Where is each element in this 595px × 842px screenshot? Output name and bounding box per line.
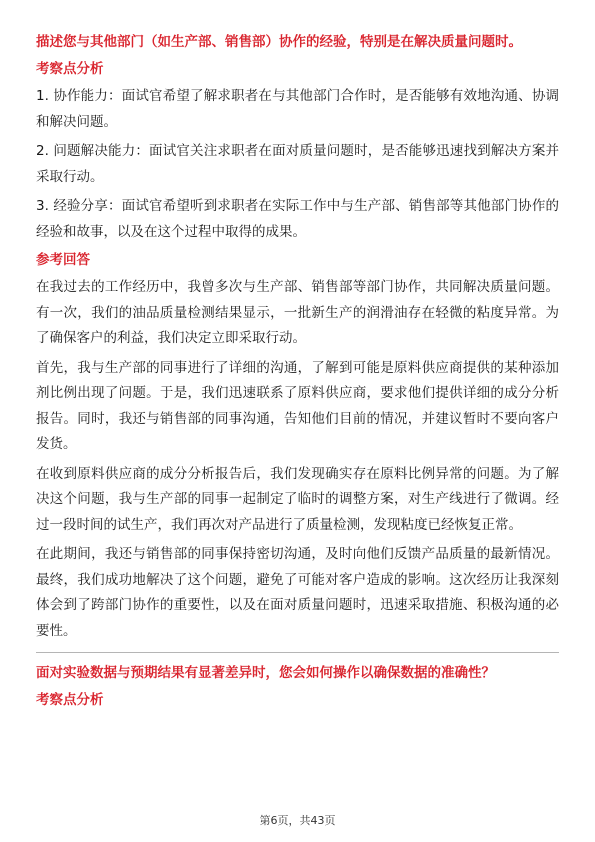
answer-paragraph: 首先，我与生产部的同事进行了详细的沟通，了解到可能是原料供应商提供的某种添加剂比例出现了问题。于是，我们迅速联系了原料供应商，要求他们提供详细的成分分析报告。同时，我还与销售部的同事沟通，告知他们目前的情况，并建议暂时不要向客户发货。: [36, 359, 559, 452]
answer-paragraph: 在我过去的工作经历中，我曾多次与生产部、销售部等部门协作，共同解决质量问题。有一次，我们的油品质量检测结果显示，一批新生产的润滑油存在轻微的粘度异常。为了确保客户的利益，我们决定立即采取行动。: [36, 279, 559, 346]
page-number: 第6页，共43页: [259, 814, 336, 827]
section-divider: [36, 652, 559, 653]
answer-heading: 参考回答: [36, 252, 90, 268]
analysis-point: 2. 问题解决能力：面试官关注求职者在面对质量问题时，是否能够迅速找到解决方案并采取行动。: [36, 143, 559, 185]
answer-paragraph: 在收到原料供应商的成分分析报告后，我们发现确实存在原料比例异常的问题。为了解决这个问题，我与生产部的同事一起制定了临时的调整方案，对生产线进行了微调。经过一段时间的试生产，我们再次对产品进行了质量检测，发现粘度已经恢复正常。: [36, 465, 559, 533]
analysis-point: 1. 协作能力：面试官希望了解求职者在与其他部门合作时，是否能够有效地沟通、协调和解决问题。: [36, 88, 559, 130]
document-page: [36, 30, 559, 715]
analysis-point: 3. 经验分享：面试官希望听到求职者在实际工作中与生产部、销售部等其他部门协作的经验和故事，以及在这个过程中取得的成果。: [36, 198, 559, 240]
question-title: 面对实验数据与预期结果有显著差异时，您会如何操作以确保数据的准确性？: [36, 665, 495, 681]
analysis-heading: 考察点分析: [36, 692, 104, 708]
question-title: 描述您与其他部门（如生产部、销售部）协作的经验，特别是在解决质量问题时。: [36, 34, 522, 50]
analysis-heading: 考察点分析: [36, 61, 104, 77]
answer-paragraph: 在此期间，我还与销售部的同事保持密切沟通，及时向他们反馈产品质量的最新情况。最终，我们成功地解决了这个问题，避免了可能对客户造成的影响。这次经历让我深刻体会到了跨部门协作的重要性，以及在面对质量问题时，迅速采取措施、积极沟通的必要性。: [36, 546, 559, 639]
